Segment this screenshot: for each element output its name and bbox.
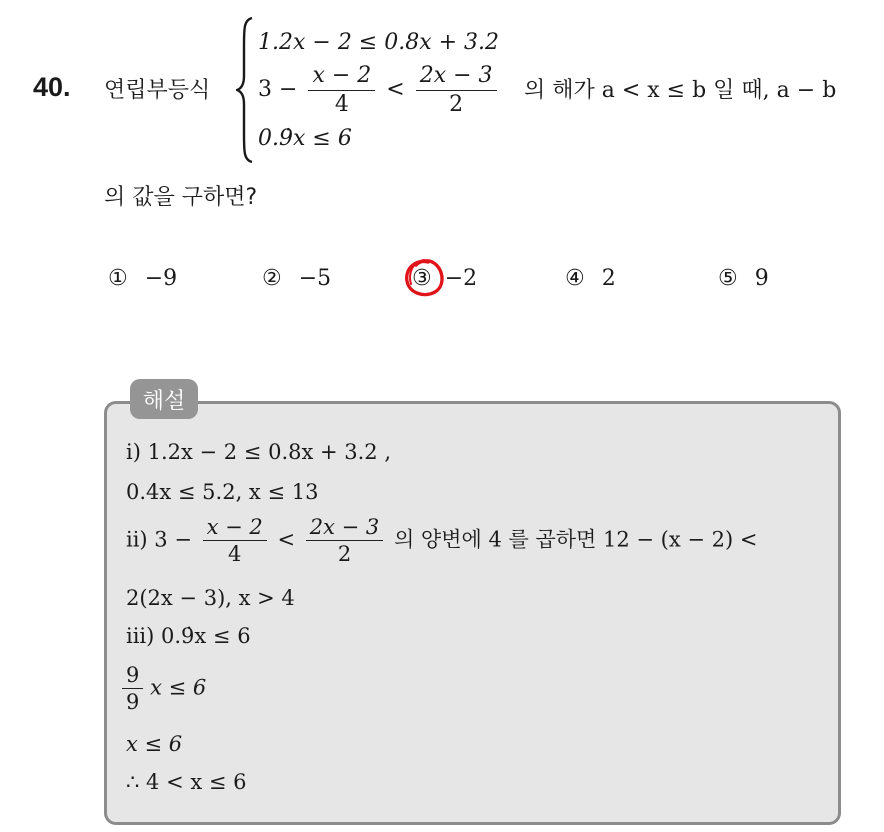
solution-line-4: 2(2x − 3), x > 4 xyxy=(126,586,295,610)
question-number: 40. xyxy=(33,72,71,102)
choice-4-value: 2 xyxy=(601,266,616,291)
solution-fraction-3 xyxy=(122,662,143,716)
ineq2-frac1-denominator: 4 xyxy=(334,91,349,117)
choice-4-mark: ④ xyxy=(565,266,585,291)
solution-frac1-denominator: 4 xyxy=(228,542,242,567)
solution-fraction-2 xyxy=(306,514,384,568)
question-intro: 연립부등식 xyxy=(104,78,211,103)
solution-line-8: ∴ 4 < x ≤ 6 xyxy=(126,770,247,794)
solution-line-2: 0.4x ≤ 5.2, x ≤ 13 xyxy=(126,480,319,504)
choice-1-value: −9 xyxy=(144,266,178,291)
inequality-1: 1.2x − 2 ≤ 0.8x + 3.2 xyxy=(258,30,500,55)
ineq2-frac2-denominator: 2 xyxy=(449,91,464,117)
solution-line-1: i) 1.2x − 2 ≤ 0.8x + 3.2 , xyxy=(126,440,392,464)
choice-5-value: 9 xyxy=(754,266,769,291)
solution-frac2-denominator: 2 xyxy=(337,542,352,567)
solution-line-3-prefix: ii) 3 − xyxy=(126,527,192,552)
solution-fraction-1 xyxy=(203,514,267,568)
inequality-2 xyxy=(258,62,501,118)
solution-box xyxy=(104,401,841,825)
choice-4[interactable] xyxy=(565,266,616,291)
solution-tag: 해설 xyxy=(130,379,198,419)
question-line-2: 의 값을 구하면? xyxy=(104,185,258,210)
choice-3-value: −2 xyxy=(444,266,478,291)
system-brace xyxy=(236,16,256,164)
choice-2-value: −5 xyxy=(298,266,332,291)
solution-line-7: x ≤ 6 xyxy=(126,732,183,756)
ineq2-left: 3 − xyxy=(258,77,298,102)
solution-line-6 xyxy=(122,662,206,716)
solution-frac3-denominator: 9 xyxy=(126,690,140,715)
choice-2[interactable] xyxy=(262,266,331,291)
answer-selection-circle xyxy=(402,256,448,300)
solution-line-3-operator: < xyxy=(277,527,296,552)
choice-5[interactable] xyxy=(718,266,769,291)
choice-3-mark: ③ xyxy=(412,266,432,291)
solution-line-3 xyxy=(126,514,757,568)
ineq2-operator: < xyxy=(386,77,405,102)
choice-5-mark: ⑤ xyxy=(718,266,738,291)
solution-frac2-numerator: 2x − 3 xyxy=(306,514,384,541)
ineq2-fraction-1 xyxy=(308,62,375,118)
choice-2-mark: ② xyxy=(262,266,282,291)
inequality-3: 0.9̇x ≤ 6 xyxy=(258,126,352,151)
solution-line-6-rest: x ≤ 6 xyxy=(150,675,207,700)
ineq2-frac2-numerator: 2x − 3 xyxy=(416,62,497,91)
solution-line-5: iii) 0.9̇x ≤ 6 xyxy=(126,624,251,648)
ineq2-frac1-numerator: x − 2 xyxy=(308,62,375,91)
ineq2-fraction-2 xyxy=(416,62,497,118)
question-tail: 의 해가 a < x ≤ b 일 때, a − b xyxy=(524,78,837,103)
solution-frac3-numerator: 9 xyxy=(122,662,143,689)
choice-1-mark: ① xyxy=(108,266,128,291)
choice-1[interactable] xyxy=(108,266,177,291)
solution-frac1-numerator: x − 2 xyxy=(203,514,267,541)
solution-line-3-suffix: 의 양변에 4 를 곱하면 12 − (x − 2) < xyxy=(393,527,758,552)
